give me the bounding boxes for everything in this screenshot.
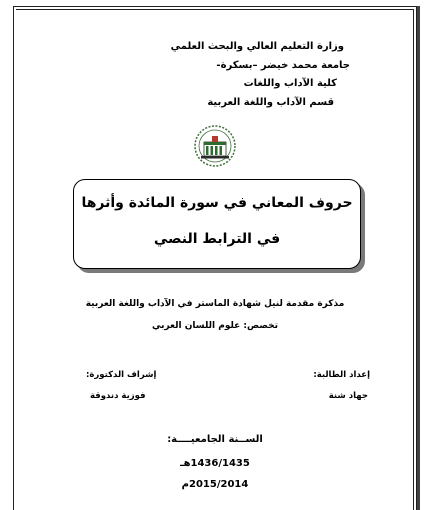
supervisor-label: إشراف الدكتورة: [86,370,157,380]
academic-year-gregorian: 2015/2014م [181,479,249,490]
supervisor-name: فوزية دندوقة [90,391,146,401]
student-label: إعداد الطالبة: [313,370,370,380]
university-emblem-icon [191,124,239,168]
thesis-title-line2: في الترابط النصي [153,231,281,247]
thesis-title-box [73,179,361,269]
student-name: جهاد شنة [328,391,368,401]
academic-year-hijri: 1436/1435هـ [180,458,250,469]
academic-year-label: الســنة الجامعيــــة: [167,434,263,445]
memo-description: مذكرة مقدمة لنيل شهادة الماستر في الآداب واللغة العربية [85,299,345,309]
department-name: قسم الآداب واللغة العربية [207,97,334,108]
university-name: جامعة محمد خيضر –بسكرة- [216,60,350,71]
ministry-name: وزارة التعليم العالي والبحث العلمي [170,41,344,52]
specialty-text: تخصص: علوم اللسان العربي [151,321,279,331]
faculty-name: كلية الآداب واللغات [243,78,337,89]
thesis-title-line1: حروف المعاني في سورة المائدة وأثرها [81,195,353,211]
